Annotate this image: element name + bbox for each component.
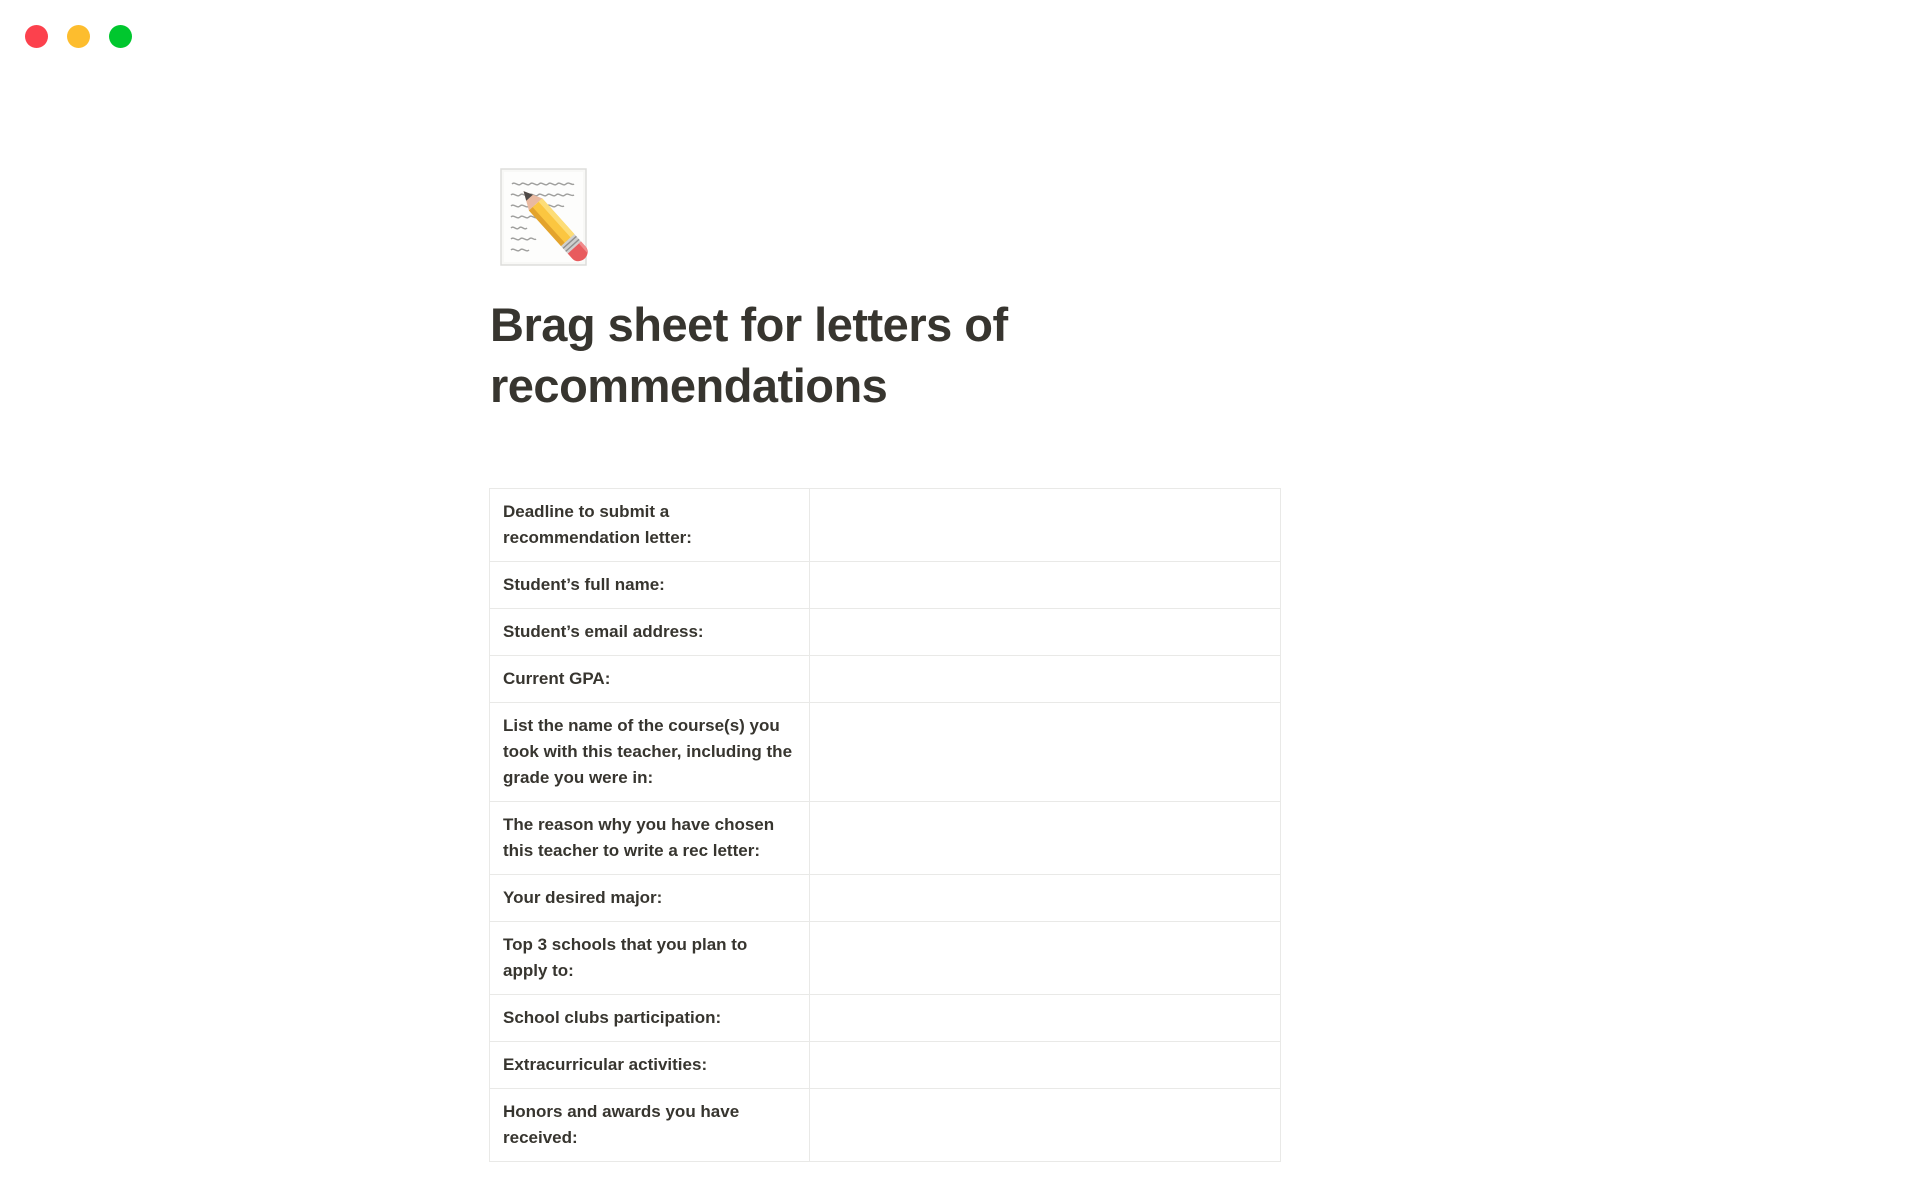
table-row	[490, 609, 1281, 656]
row-label-extracurricular[interactable]: Extracurricular activities:	[490, 1042, 810, 1089]
memo-pencil-icon[interactable]	[498, 168, 592, 268]
row-value-extracurricular[interactable]	[810, 1042, 1281, 1089]
row-label-deadline[interactable]: Deadline to submit a recommendation letter:	[490, 489, 810, 562]
window-controls	[25, 25, 132, 48]
row-value-deadline[interactable]	[810, 489, 1281, 562]
row-value-courses[interactable]	[810, 703, 1281, 802]
brag-sheet-table	[489, 488, 1281, 1162]
row-label-courses[interactable]: List the name of the course(s) you took with this teacher, including the grade you were in:	[490, 703, 810, 802]
table-row	[490, 562, 1281, 609]
row-label-major[interactable]: Your desired major:	[490, 875, 810, 922]
table-row	[490, 922, 1281, 995]
row-label-full-name[interactable]: Student’s full name:	[490, 562, 810, 609]
row-label-gpa[interactable]: Current GPA:	[490, 656, 810, 703]
row-value-reason[interactable]	[810, 802, 1281, 875]
row-value-top-schools[interactable]	[810, 922, 1281, 995]
table-row	[490, 1089, 1281, 1162]
table-row	[490, 703, 1281, 802]
row-value-clubs[interactable]	[810, 995, 1281, 1042]
close-button[interactable]	[25, 25, 48, 48]
table-row	[490, 995, 1281, 1042]
table-row	[490, 802, 1281, 875]
page-title[interactable]: Brag sheet for letters of recommendations	[490, 298, 1008, 412]
table-row	[490, 1042, 1281, 1089]
row-value-honors[interactable]	[810, 1089, 1281, 1162]
table-row	[490, 656, 1281, 703]
row-value-major[interactable]	[810, 875, 1281, 922]
row-label-clubs[interactable]: School clubs participation:	[490, 995, 810, 1042]
table-row	[490, 489, 1281, 562]
row-label-email[interactable]: Student’s email address:	[490, 609, 810, 656]
zoom-button[interactable]	[109, 25, 132, 48]
row-label-top-schools[interactable]: Top 3 schools that you plan to apply to:	[490, 922, 810, 995]
brag-sheet-table-container	[489, 488, 1282, 1178]
table-row	[490, 875, 1281, 922]
row-label-honors[interactable]: Honors and awards you have received:	[490, 1089, 810, 1162]
row-value-email[interactable]	[810, 609, 1281, 656]
row-value-gpa[interactable]	[810, 656, 1281, 703]
minimize-button[interactable]	[67, 25, 90, 48]
row-value-full-name[interactable]	[810, 562, 1281, 609]
row-label-reason[interactable]: The reason why you have chosen this teacher to write a rec letter:	[490, 802, 810, 875]
